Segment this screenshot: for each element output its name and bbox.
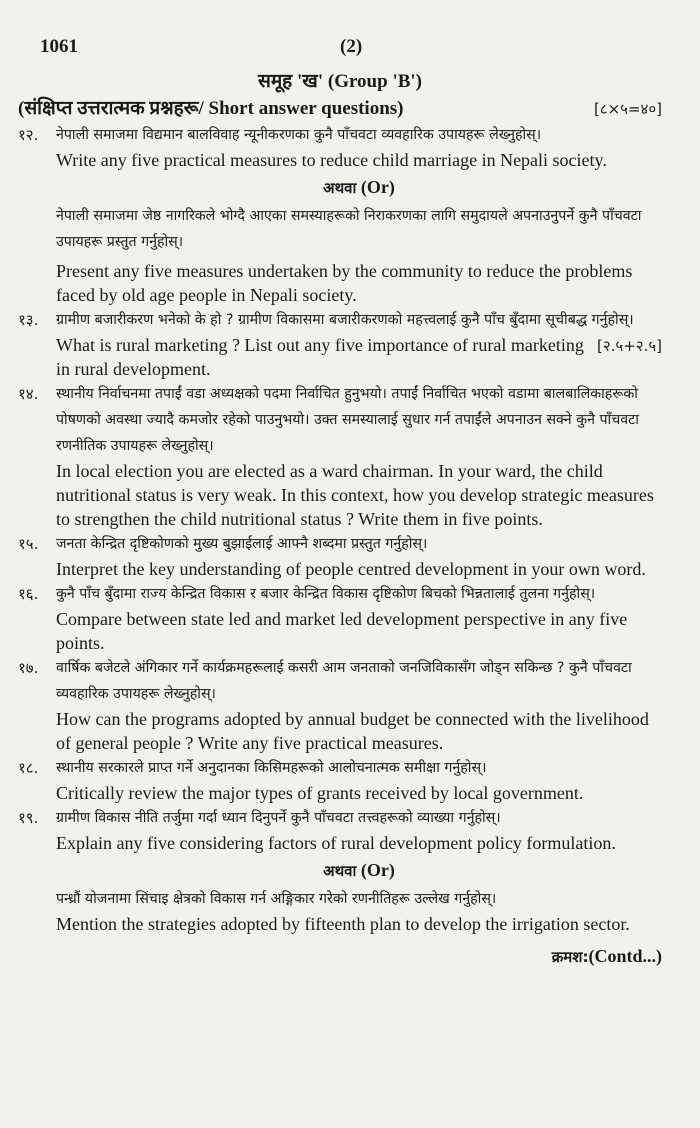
question-text-english: Critically review the major types of grants received by local government. bbox=[56, 783, 584, 803]
question-14 bbox=[18, 381, 662, 531]
or-divider: अथवा (Or) bbox=[323, 177, 395, 197]
question-number: १५. bbox=[18, 535, 39, 553]
question-text-english: Explain any five considering factors of rural development policy formulation. bbox=[56, 833, 616, 853]
question-number: १९. bbox=[18, 809, 39, 827]
alternative-text-nepali: नेपाली समाजमा जेष्ठ नागरिकले भोग्दै आएका समस्याहरूको निराकरणका लागि समुदायले अपनाउनुपर्ने कुनै पाँचवटा उपायहरू प्रस्तुत गर्नुहोस्। bbox=[56, 208, 642, 250]
question-text-english: Write any five practical measures to reduce child marriage in Nepali society. bbox=[56, 150, 607, 170]
question-13 bbox=[18, 307, 662, 381]
question-text-nepali: वार्षिक बजेटले अंगिकार गर्ने कार्यक्रमहरूलाई कसरी आम जनताको जनजिविकासँग जोड्न सकिन्छ ? कुनै पाँचवटा व्यवहारिक उपायहरू लेख्नुहोस्। bbox=[56, 660, 632, 702]
alternative-text-english: Mention the strategies adopted by fifteenth plan to develop the irrigation sector. bbox=[56, 914, 630, 934]
question-number: १२. bbox=[18, 126, 39, 144]
or-divider: अथवा (Or) bbox=[323, 860, 395, 880]
question-text-nepali: ग्रामीण विकास नीति तर्जुमा गर्दा ध्यान दिनुपर्ने कुनै पाँचवटा तत्त्वहरूको व्याख्या गर्नुहोस्। bbox=[56, 810, 501, 826]
question-12 bbox=[18, 122, 662, 307]
question-number: १३. bbox=[18, 311, 39, 329]
question-text-nepali: कुनै पाँच बुँदामा राज्य केन्द्रित विकास र बजार केन्द्रित विकास दृष्टिकोण बिचको भिन्नतालाई तुलना गर्नुहोस्। bbox=[56, 586, 596, 602]
question-18 bbox=[18, 755, 662, 805]
alternative-text-nepali: पन्ध्रौं योजनामा सिंचाइ क्षेत्रको विकास गर्न अङ्गिकार गरेको रणनीतिहरू उल्लेख गर्नुहोस्। bbox=[56, 891, 497, 907]
question-text-english: What is rural marketing ? List out any five importance of rural marketing in rural development. bbox=[56, 335, 584, 379]
question-text-nepali: स्थानीय निर्वाचनमा तपाईं वडा अध्यक्षको पदमा निर्वाचित हुनुभयो। तपाईं निर्वाचित भएको वडामा बालबालिकाहरूको पोषणको अवस्था ज्यादै कमजोर रहेको पाउनुभयो। उक्त समस्यालाई सुधार गर्न तपाईंले अपनाउन सक्ने कुनै पाँचवटा रणनीतिक उपायहरू लेख्नुहोस्। bbox=[56, 386, 639, 454]
question-17 bbox=[18, 655, 662, 755]
question-19 bbox=[18, 805, 662, 936]
page-number: (2) bbox=[340, 36, 363, 57]
paper-code: 1061 bbox=[40, 36, 78, 57]
group-title: समूह 'ख' (Group 'B') bbox=[257, 71, 423, 92]
question-text-english: Interpret the key understanding of people centred development in your own word. bbox=[56, 559, 646, 579]
alternative-text-english: Present any five measures undertaken by the community to reduce the problems faced by old age people in Nepali society. bbox=[56, 261, 633, 305]
question-15 bbox=[18, 531, 662, 581]
question-16 bbox=[18, 581, 662, 655]
question-text-nepali: स्थानीय सरकारले प्राप्त गर्ने अनुदानका किसिमहरूको आलोचनात्मक समीक्षा गर्नुहोस्। bbox=[56, 760, 487, 776]
question-text-english: In local election you are elected as a ward chairman. In your ward, the child nutritional status is very weak. In this context, how you develop strategic measures to strengthen the child nutritional status ? Write them in five points. bbox=[56, 461, 654, 529]
question-number: १८. bbox=[18, 759, 39, 777]
page-header bbox=[18, 34, 662, 60]
question-text-nepali: जनता केन्द्रित दृष्टिकोणको मुख्य बुझाईलाई आफ्नै शब्दमा प्रस्तुत गर्नुहोस्। bbox=[56, 536, 428, 552]
section-title: (संक्षिप्त उत्तरात्मक प्रश्नहरू/ Short answer questions) bbox=[18, 98, 404, 119]
question-text-nepali: ग्रामीण बजारीकरण भनेको के हो ? ग्रामीण विकासमा बजारीकरणको महत्त्वलाई कुनै पाँच बुँदामा सूचीबद्ध गर्नुहोस्। [२.५+२.५] bbox=[56, 307, 662, 333]
question-marks: [२.५+२.५] bbox=[596, 337, 662, 355]
section-heading bbox=[18, 96, 662, 122]
question-number: १४. bbox=[18, 385, 39, 403]
question-text-nepali: नेपाली समाजमा विद्यमान बालविवाह न्यूनीकरणका कुनै पाँचवटा व्यवहारिक उपायहरू लेख्नुहोस्। bbox=[56, 127, 542, 143]
question-number: १७. bbox=[18, 659, 39, 677]
continued-note: क्रमश:(Contd...) bbox=[551, 946, 662, 966]
section-marks: [८×५=४०] bbox=[593, 100, 662, 118]
question-number: १६. bbox=[18, 585, 39, 603]
question-text-english: How can the programs adopted by annual budget be connected with the livelihood of general people ? Write any five practical measures. bbox=[56, 709, 649, 753]
question-text-english: Compare between state led and market led development perspective in any five points. bbox=[56, 609, 628, 653]
